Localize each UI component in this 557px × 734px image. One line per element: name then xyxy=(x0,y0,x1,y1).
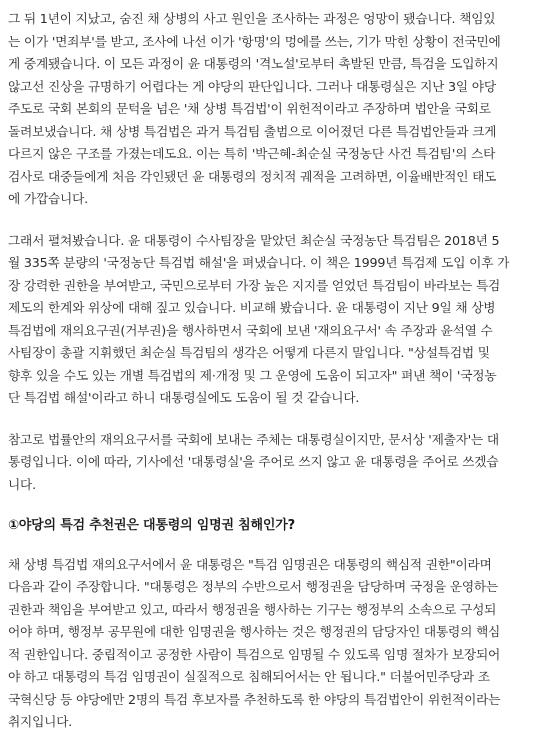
text-line: 취지입니다. xyxy=(8,714,73,729)
text-line: 다음과 같이 주장합니다. "대통령은 정부의 수반으로서 행정권을 담당하며 국정을 운영하는 xyxy=(8,579,499,594)
article-paragraph xyxy=(8,230,551,410)
text-line: 니다. xyxy=(8,476,36,492)
text-line: 않고선 진상을 규명하기 어렵다는 게 야당의 판단입니다. 그러나 대통령실은 지난 3일 야당 xyxy=(8,78,496,94)
section-heading: ①야당의 특검 추천권은 대통령의 임명권 침해인가? xyxy=(8,518,295,533)
text-line: 국혁신당 등 야당에만 2명의 특검 후보자를 추천하도록 한 야당의 특검법안이 위헌적이라는 xyxy=(8,691,501,707)
text-line: 특검법에 재의요구권(거부권)을 행사하면서 국회에 보낸 '재의요구서' 속 주장과 윤석열 수 xyxy=(8,322,493,338)
text-line: 주도로 국회 본회의 문턱을 넘은 '채 상병 특검법'이 위헌적이라고 주장하며 법안을 국회로 xyxy=(8,101,491,116)
text-line: 장 강력한 권한을 부여받고, 국민으로부터 가장 높은 지지를 얻었던 특검팀이 바라보는 특검 xyxy=(8,277,501,293)
text-line: 그 뒤 1년이 지났고, 숨진 채 상병의 사고 원인을 조사하는 과정은 엉망이 됐습니다. 책임있 xyxy=(8,11,496,26)
text-line: 적 권한입니다. 중립적이고 공정한 사람이 특검으로 임명될 수 있도록 임명 절차가 보장되어 xyxy=(8,646,501,662)
text-line: 에 가깝습니다. xyxy=(8,191,89,206)
text-line: 채 상병 특검법 재의요구서에서 윤 대통령은 "특검 임명권은 대통령의 핵심적 권한"이라며 xyxy=(8,556,492,572)
article-paragraph xyxy=(8,429,551,497)
text-line: 참고로 법률안의 재의요구서를 국회에 보내는 주체는 대통령실이지만, 문서상 '제출자'는 대 xyxy=(8,431,499,447)
text-line: 야 하고 대통령의 특검 임명권이 실질적으로 침해되어서는 안 됩니다." 더불어민주당과 조 xyxy=(8,669,490,684)
text-line: 사팀장이 총괄 지휘했던 최순실 특검팀의 생각은 어떻게 다른지 말입니다. "상설특검법 및 xyxy=(8,345,490,360)
text-line: 돌려보냈습니다. 채 상병 특검법은 과거 특검팀 출범으로 이어졌던 다른 특검법안들과 크게 xyxy=(8,123,497,139)
text-line: 향후 있을 수도 있는 개별 특검법의 제·개정 및 그 운영에 도움이 되고자" 펴낸 책이 '국정농 xyxy=(8,367,497,383)
article-paragraph xyxy=(8,554,551,734)
text-line: 제도의 한계와 위상에 대해 짚고 있습니다. 비교해 봤습니다. 윤 대통령이 지난 9일 채 상병 xyxy=(8,300,496,315)
text-line: 검사로 대중들에게 처음 각인됐던 윤 대통령의 정치적 궤적을 고려하면, 이율배반적인 태도 xyxy=(8,168,497,184)
text-line: 게 중계됐습니다. 이 모든 과정이 윤 대통령의 '격노설'로부터 촉발된 만큼, 특검을 도입하지 xyxy=(8,56,499,71)
text-line: 그래서 펼쳐봤습니다. 윤 대통령이 수사팀장을 맡았던 최순실 국정농단 특검팀은 2018년 5 xyxy=(8,232,500,248)
article-paragraph xyxy=(8,8,551,211)
text-line: 는 이가 '면죄부'를 받고, 조사에 나선 이가 '항명'의 멍에를 쓰는, 기가 막힌 상황이 전국민에 xyxy=(8,33,501,49)
text-line: 다르지 않은 구조를 가졌는데도요. 이는 특히 '박근혜-최순실 국정농단 사건 특검팀'의 스타 xyxy=(8,146,496,161)
text-line: 통령입니다. 이에 따라, 기사에선 '대통령실'을 주어로 쓰지 않고 윤 대통령을 주어로 쓰겠습 xyxy=(8,454,499,469)
text-line: 월 335쪽 분량의 '국정농단 특검법 해설'을 펴냈습니다. 이 책은 1999년 특검제 도입 이후 가 xyxy=(8,255,510,270)
text-line: 어야 하며, 행정부 공무원에 대한 임명권을 행사하는 것은 행정권의 담당자인 대통령의 핵심 xyxy=(8,624,501,639)
text-line: 단 특검법 해설'이라고 하니 대통령실에도 도움이 될 것 같습니다. xyxy=(8,390,360,405)
text-line: 권한과 책임을 부여받고 있고, 따라서 행정권을 행사하는 기구는 행정부의 소속으로 구성되 xyxy=(8,601,497,617)
